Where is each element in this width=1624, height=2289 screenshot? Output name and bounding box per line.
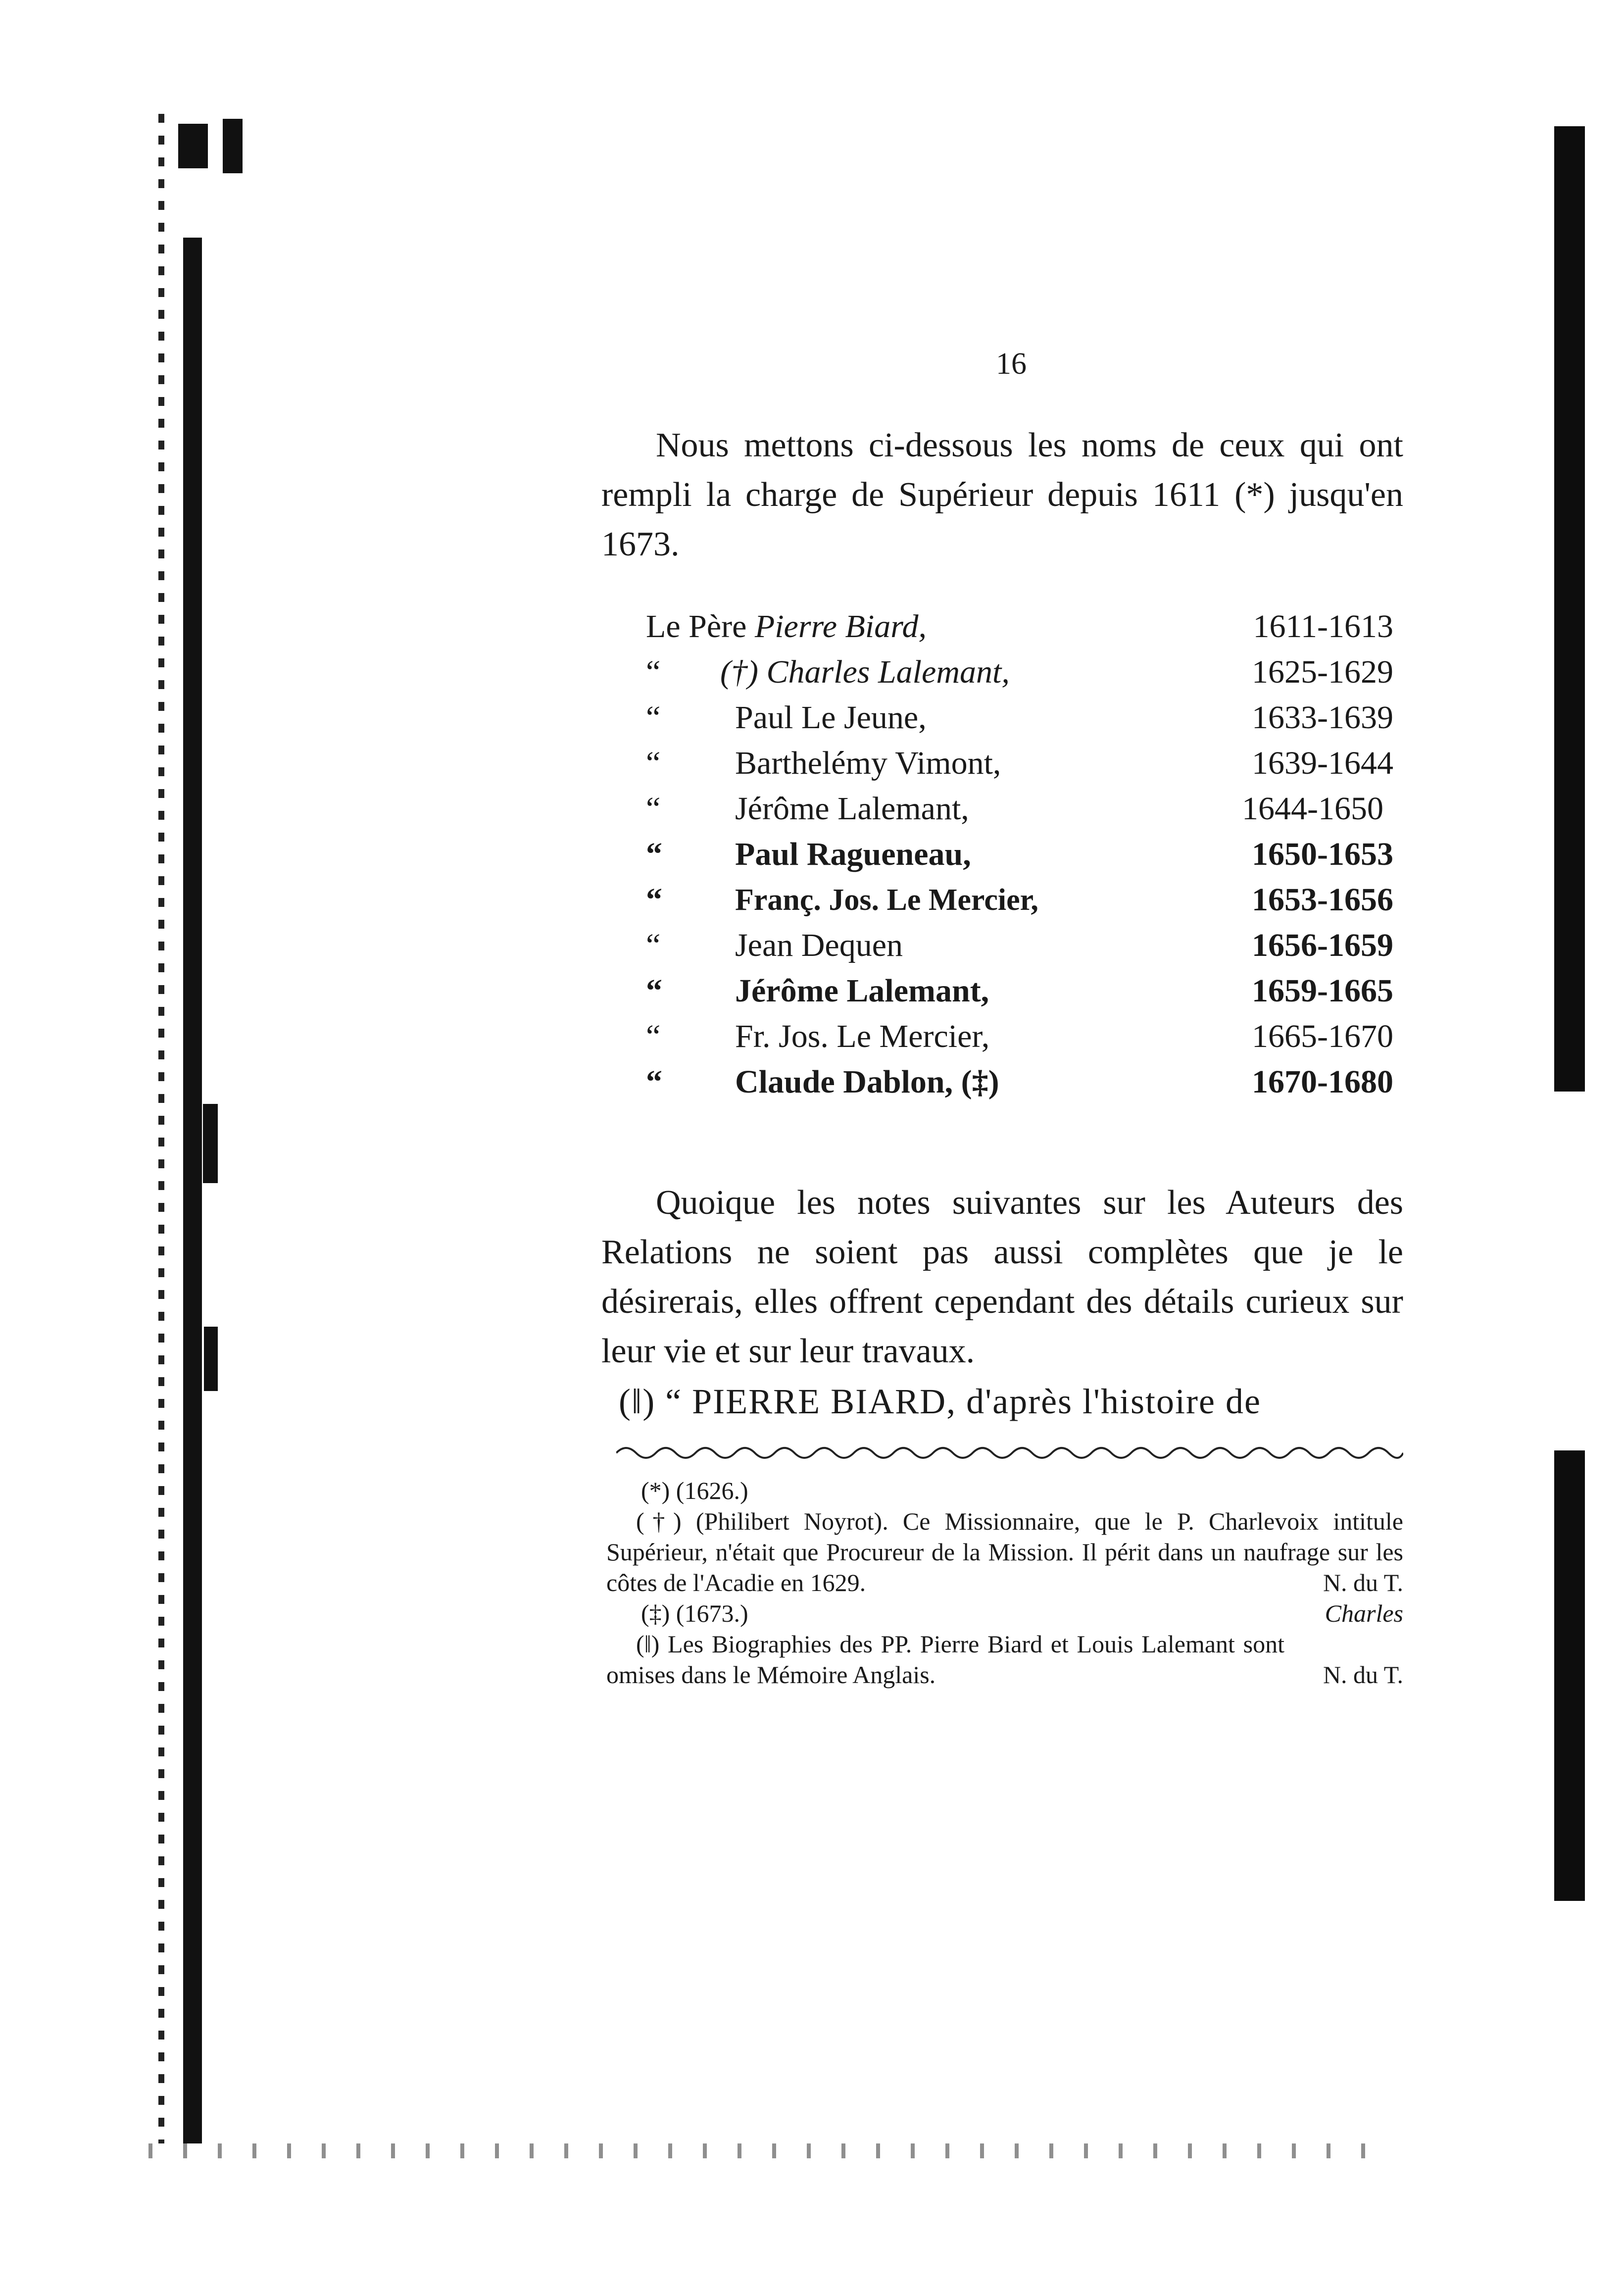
superior-years: 1670-1680 <box>1252 1064 1393 1100</box>
superior-row <box>646 1014 1403 1059</box>
biard-heading: (‖) “ PIERRE BIARD, d'après l'histoire de <box>619 1382 1261 1421</box>
footnotes <box>606 1475 1403 1690</box>
superior-row <box>646 923 1403 968</box>
superior-name: Pierre Biard, <box>754 608 927 645</box>
superior-years: 1639-1644 <box>1252 745 1393 781</box>
superior-row <box>646 786 1403 832</box>
scan-right-bar-bottom <box>1554 1450 1585 1901</box>
superior-row <box>646 695 1403 741</box>
superior-row <box>646 741 1403 786</box>
superior-name: Jérôme Lalemant, <box>735 791 969 827</box>
superior-row <box>646 604 1403 649</box>
footnote-signature: N. du T. <box>1323 1569 1403 1596</box>
superior-row <box>646 968 1403 1014</box>
ditto-mark: “ <box>646 973 662 1009</box>
ditto-mark: “ <box>646 1018 661 1054</box>
superior-prefix: Le Père <box>646 608 747 645</box>
superior-name: Paul Ragueneau, <box>735 836 971 872</box>
superior-years: 1653-1656 <box>1252 882 1393 918</box>
superior-row <box>646 832 1403 877</box>
superior-years: 1665-1670 <box>1252 1018 1393 1054</box>
ditto-mark: “ <box>646 927 661 963</box>
footnote-signature: N. du T. <box>1323 1661 1403 1689</box>
scan-right-bar-top <box>1554 126 1585 1092</box>
superior-row <box>646 1059 1403 1105</box>
ditto-mark: “ <box>646 882 662 918</box>
intro-paragraph: Nous mettons ci-dessous les noms de ceux qui ont rempli la charge de Supérieur depuis 1611 (*) jusqu'en 1673. <box>601 426 1403 563</box>
scan-bottom-dots <box>148 2143 1386 2158</box>
ditto-mark: “ <box>646 1064 662 1100</box>
handwritten-annotation: Charles <box>1325 1599 1403 1627</box>
ditto-mark: “ <box>646 836 662 872</box>
ditto-mark: “ <box>646 745 661 781</box>
superior-years: 1611-1613 <box>1253 608 1393 645</box>
superiors-list <box>646 604 1403 1105</box>
superior-name: Barthelémy Vimont, <box>735 745 1001 781</box>
superior-years: 1650-1653 <box>1252 836 1393 872</box>
footnote: (‡) (1673.) Charles <box>606 1598 1403 1629</box>
footnote: (†) (Philibert Noyrot). Ce Missionnaire, que le P. Charlevoix intitule Supérieur, n'était que Procureur de la Mission. Il périt dans un naufrage sur les côtes de l'Acadie en 1629. <box>606 1507 1403 1596</box>
page-number: 16 <box>996 347 1027 381</box>
ditto-mark: “ <box>646 791 661 827</box>
superior-name: Paul Le Jeune, <box>735 699 927 736</box>
wavy-separator <box>616 1443 1403 1463</box>
superior-row <box>646 877 1403 923</box>
superior-years: 1644-1650 <box>1242 791 1383 827</box>
ditto-mark: “ <box>646 699 661 736</box>
footnote: (‖) Les Biographies des PP. Pierre Biard et Louis Lalemant sont omises dans le Mémoire Anglais. <box>606 1630 1284 1689</box>
superior-name: Fr. Jos. Le Mercier, <box>735 1018 990 1054</box>
scan-left-edge <box>148 114 257 2153</box>
superior-name: Claude Dablon, (‡) <box>735 1064 999 1100</box>
ditto-mark: “ <box>646 654 661 690</box>
superior-name: (†) Charles Lalemant, <box>720 654 1010 690</box>
superior-row <box>646 649 1403 695</box>
superior-years: 1633-1639 <box>1252 699 1393 736</box>
superior-name: Jean Dequen <box>735 927 903 963</box>
footnote: (*) (1626.) <box>641 1477 748 1504</box>
superior-years: 1656-1659 <box>1252 927 1393 963</box>
superior-years: 1659-1665 <box>1252 973 1393 1009</box>
superior-name: Franç. Jos. Le Mercier, <box>735 883 1038 917</box>
superior-name: Jérôme Lalemant, <box>735 973 989 1009</box>
superior-years: 1625-1629 <box>1252 654 1393 690</box>
notes-paragraph: Quoique les notes suivantes sur les Auteurs des Relations ne soient pas aussi complètes que je le désirerais, elles offrent cependant des détails curieux sur leur vie et sur leur travaux. <box>601 1184 1403 1370</box>
